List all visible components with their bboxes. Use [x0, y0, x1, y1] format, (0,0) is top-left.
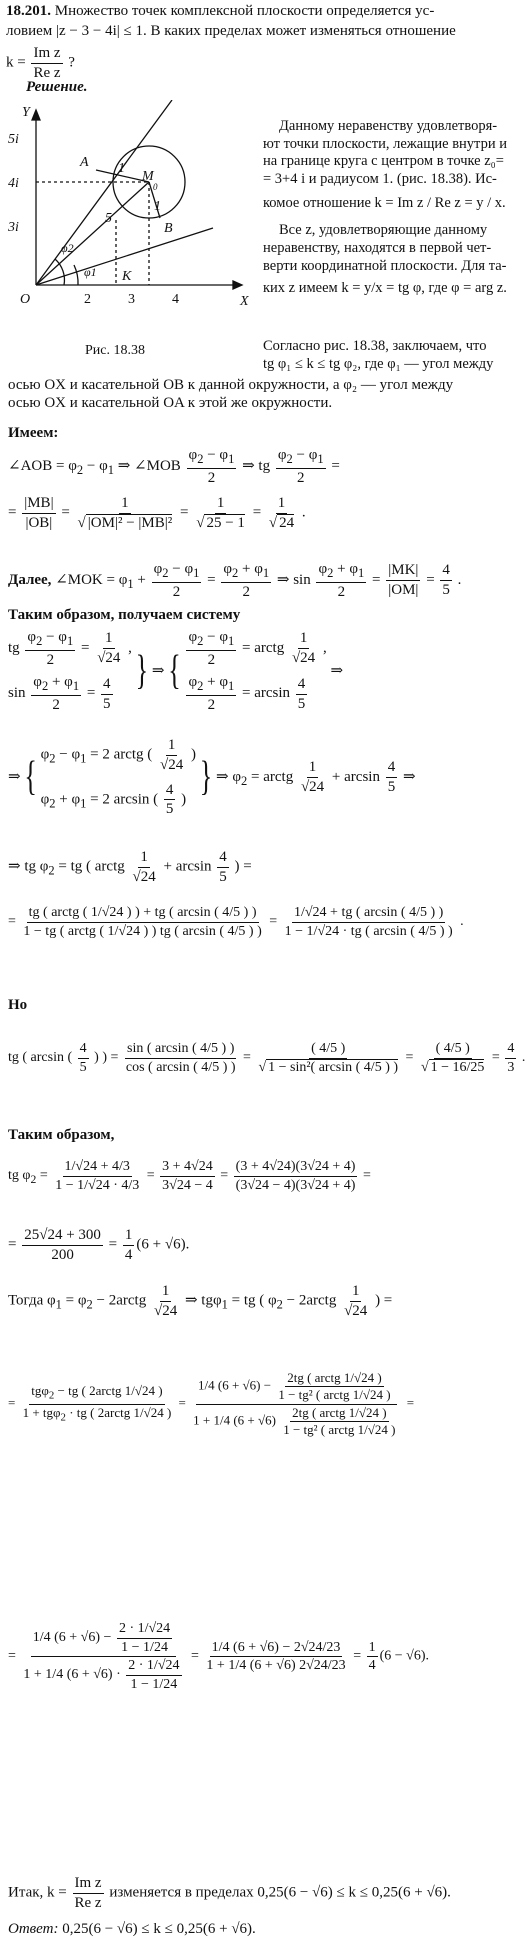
figure-18-38	[8, 100, 258, 320]
solution-heading: Решение.	[26, 79, 88, 95]
label-k: K	[122, 269, 132, 284]
problem-k-definition: k = $\frac{\text{Im z}}{\text{Re z}}$ ?	[6, 45, 75, 81]
problem-text-2: ловием |z − 3 − 4i| ≤ 1. В каких пределах может изменяться отношение	[6, 23, 456, 39]
system-1: tg $\frac{\varphi_2 - \varphi_1}{2}$ = $\frac{1}{√24}$ , sin $\frac{\varphi_2 + \varphi_1}{2}$ = $\frac{4}{5}$ } ⇒ { $\frac{\varphi_2 - \varphi_1}{2}$ = arctg $\frac{1}{√24}$ , $\frac{\varphi_2 + \varphi_1}{2}$ = arcsin $\frac{4}{5}$ ⇒	[8, 629, 344, 713]
label-a: A	[80, 155, 89, 170]
answer: Ответ: 0,25(6 − √6) ≤ k ≤ 0,25(6 + √6).	[8, 1921, 256, 1937]
label-five: 5	[105, 211, 112, 226]
takim: Таким образом,	[8, 1127, 115, 1143]
tick-4: 4	[172, 292, 179, 307]
label-one-2: 1	[154, 199, 161, 214]
label-b: B	[164, 221, 173, 236]
tick-5i: 5i	[8, 132, 19, 147]
eq-mb-ob: = $\frac{|MB|}{|OB|}$ = $\frac{1}{\text{√ |OM|² − |MB|²}}$ = $\frac{1}{√ 25 - 1}$ = $\frac{1}{√ 24}$ .	[8, 495, 306, 531]
right-text: Данному неравенству удовлетворя- ют точки плоскости, лежащие внутри и на границе круга с центром в точке z₀= = 3+4 i и радиусом 1. (рис. 18.38). Ис- комое отношение k = Im z / Re z = y / x. Все z, удовлетворяющие данному неравенству, находятся в первой чет- верти координатной плоскости. Для та- ких z имеем k = y/x = tg φ, где φ = arg z.	[263, 118, 507, 296]
label-one-1: 1	[118, 161, 125, 176]
label-z0: 0	[153, 182, 158, 192]
itak: Итак, k = $\frac{\text{Im z}}{\text{Re z}}$ изменяется в пределах 0,25(6 − √6) ≤ k ≤ 0,25(6 + √6).	[8, 1875, 451, 1911]
label-y: Y	[22, 105, 30, 120]
eq-tg-sum: = tg ( arctg ( 1/√24 ) ) + tg ( arcsin ( 4/5 ) ) 1 − tg ( arctg ( 1/√24 ) ) tg ( arcsin ( 4/5 ) ) = $\frac{1/√24 + tg ( \arcsin ( 4/5 ) )}{1 - 1/√24 \cdot tg ( \arcsin ( 4/5 ) )}$ .	[8, 905, 464, 939]
tick-2: 2	[84, 292, 91, 307]
no: Но	[8, 997, 28, 1013]
text-after-figure-b: осью OX и касательной OB к данной окружности, а φ₂ — угол между	[8, 377, 454, 393]
label-m: M	[142, 169, 154, 184]
y-axis-arrow	[32, 110, 40, 120]
label-phi2: φ2	[61, 241, 74, 255]
tick-3i: 3i	[8, 220, 19, 235]
text-after-figure-a: Согласно рис. 18.38, заключаем, что tg φ₁ ≤ k ≤ tg φ₂, где φ₁ — угол между	[263, 338, 494, 372]
system-2: ⇒ { $\varphi_2 - \varphi_1 = 2$ arctg ( $\frac{1}{√24}$ ) $\varphi_2 + \varphi_1 = 2$ arcsin ( $\frac{4}{5}$ ) } ⇒ $\varphi_2$ = arctg $\frac{1}{√24}$ + arcsin $\frac{4}{5}$ ⇒	[8, 737, 416, 818]
eq-tg-phi1-final: = 1/4 (6 + √6) − $\frac{2 \cdot 1/√24}{1 - 1/24}$ 1 + 1/4 (6 + √6) · $\frac{2 \cdot 1/√24}{1 - 1/24}$ = $\frac{1/4 (6 + √6) - 2√24/23}{1 + 1/4 (6 + √6) 2√24/23}$ = $\frac{1}{4}$ (6 − √6).	[8, 1621, 429, 1692]
problem-line-1	[6, 2, 434, 21]
problem-number: 18.201.	[6, 3, 51, 19]
problem-text-1: Множество точек комплексной плоскости определяется ус-	[54, 3, 435, 19]
x-axis-arrow	[233, 281, 242, 289]
label-o: O	[20, 292, 31, 307]
eq-tg-phi1-expand: = tgφ$_2$ − tg ( 2arctg 1/√24 ) 1 + tgφ$_2$ · tg ( 2arctg 1/√24 ) = 1/4 (6 + √6) − 2tg ( arctg 1/√24 ) 1 − tg² ( arctg 1/√24 ) 1 + 1/4 (6 + √6) 2tg ( arctg 1/√24 ) 1 − tg² ( arctg 1/√24 ) =	[8, 1370, 415, 1437]
takim-system: Таким образом, получаем систему	[8, 607, 241, 623]
imeem: Имеем:	[8, 425, 59, 441]
eq-tg-phi2: ⇒ tg $\varphi_2$ = tg ( arctg $\frac{1}{√24}$ + arcsin $\frac{4}{5}$ ) =	[8, 849, 252, 885]
figure-caption: Рис. 18.38	[85, 343, 145, 358]
eq-tg-phi2-result: = $\frac{25√24 + 300}{200}$ = $\frac{1}{4}$ (6 + √6).	[8, 1227, 190, 1263]
label-x: X	[240, 294, 249, 309]
eq-togda: Тогда $\varphi_1 = \varphi_2$ − 2arctg $\frac{1}{√24}$ ⇒ tgφ$_1$ = tg ( $\varphi_2$ − 2arctg $\frac{1}{√24}$ ) =	[8, 1283, 393, 1319]
tick-3: 3	[128, 292, 135, 307]
text-after-figure-c: осью OX и касательной OA к этой же окружности.	[8, 395, 333, 411]
tick-4i: 4i	[8, 176, 19, 191]
eq-tg-arcsin: tg ( arcsin ( $\frac{4}{5}$ ) ) = $\frac{\sin ( \arcsin ( 4/5 ) )}{\cos ( \arcsin ( 4/5 ) )}$ = $\frac{( 4/5 )}{\text{√ 1 − sin²( arcsin ( 4/5 ) )}}$ = $\frac{( 4/5 )}{√ 1 - 16/25}$ = $\frac{4}{3}$ .	[8, 1041, 526, 1075]
label-phi1: φ1	[84, 265, 97, 279]
eq-tg-phi2-value: tg $\varphi_2$ = $\frac{1/√24 + 4/3}{1 - 1/√24 \cdot 4/3}$ = $\frac{3 + 4√24}{3√24 - 4}$ = $\frac{(3 + 4√24)(3√24 + 4)}{(3√24 - 4)(3√24 + 4)}$ =	[8, 1159, 371, 1193]
eq-aob: ∠AOB = $\varphi_2 - \varphi_1$ ⇒ ∠MOB $\frac{\varphi_2 - \varphi_1}{2}$ ⇒ tg $\frac{\varphi_2 - \varphi_1}{2}$ =	[8, 447, 340, 486]
eq-mok: Далее, ∠MOK = $\varphi_1$ + $\frac{\varphi_2 - \varphi_1}{2}$ = $\frac{\varphi_2 + \varphi_1}{2}$ ⇒ sin $\frac{\varphi_2 + \varphi_1}{2}$ = $\frac{|MK|}{|OM|}$ = $\frac{4}{5}$ .	[8, 561, 462, 600]
arc-phi1	[74, 265, 78, 285]
